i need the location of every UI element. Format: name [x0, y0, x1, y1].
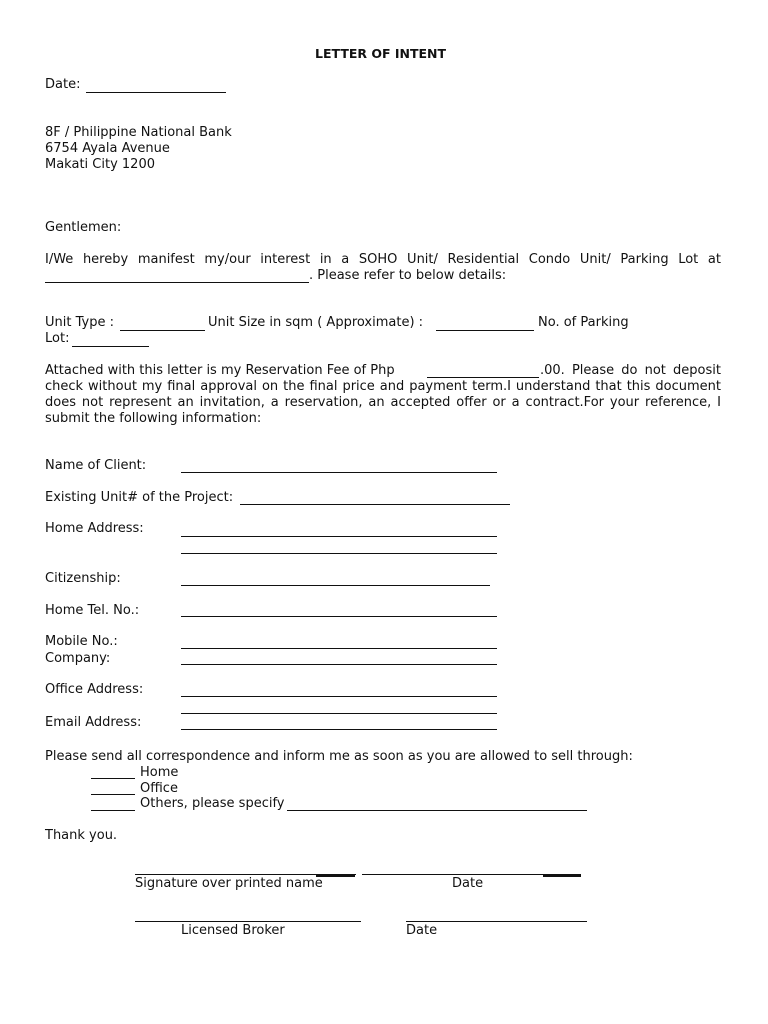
parking-lot-blank[interactable] — [72, 346, 149, 347]
existing-unit-field[interactable] — [240, 504, 510, 505]
company-field[interactable] — [181, 664, 497, 665]
home-tel-field[interactable] — [181, 616, 497, 617]
reservation-fee-blank[interactable] — [427, 377, 539, 378]
interest-paragraph-line-2: . Please refer to below details: — [309, 268, 507, 283]
correspondence-intro: Please send all correspondence and inform me as soon as you are allowed to sell through: — [45, 749, 633, 764]
citizenship-field[interactable] — [181, 585, 490, 586]
email-address-label: Email Address: — [45, 715, 142, 730]
existing-unit-label: Existing Unit# of the Project: — [45, 490, 234, 505]
option-office-checkline[interactable] — [91, 794, 135, 795]
date-label: Date: — [45, 77, 81, 92]
unit-size-label: Unit Size in sqm ( Approximate) : — [208, 315, 424, 330]
reservation-text-a: Attached with this letter is my Reservation Fee of Php — [45, 363, 395, 378]
option-others-checkline[interactable] — [91, 810, 135, 811]
project-name-blank[interactable] — [45, 282, 309, 283]
company-label: Company: — [45, 651, 111, 666]
licensed-broker-label: Licensed Broker — [181, 923, 285, 938]
date-blank[interactable] — [86, 92, 226, 93]
unit-type-blank[interactable] — [120, 330, 205, 331]
office-address-field-1[interactable] — [181, 696, 497, 697]
reservation-text-b: .00. Please do not deposit — [540, 363, 721, 378]
unit-size-blank[interactable] — [436, 330, 534, 331]
option-home-checkline[interactable] — [91, 778, 135, 779]
broker-signature-line[interactable] — [135, 921, 361, 922]
reservation-text-line-3: does not represent an invitation, a reservation, an accepted offer or a contract.For your reference, I — [45, 395, 721, 410]
office-address-field-2[interactable] — [181, 713, 497, 714]
parking-label: No. of Parking — [538, 315, 629, 330]
reservation-text-line-2: check without my final approval on the final price and payment term.I understand that this document — [45, 379, 721, 394]
signature-label: Signature over printed name — [135, 876, 323, 891]
interest-paragraph-line-1: I/We hereby manifest my/our interest in a SOHO Unit/ Residential Condo Unit/ Parking Lot at — [45, 252, 721, 267]
address-line-3: Makati City 1200 — [45, 157, 155, 172]
home-address-field-2[interactable] — [181, 553, 497, 554]
home-address-field-1[interactable] — [181, 536, 497, 537]
date-line-1-accent — [543, 875, 581, 877]
email-address-field[interactable] — [181, 729, 497, 730]
mobile-field[interactable] — [181, 648, 497, 649]
document-title: LETTER OF INTENT — [315, 46, 447, 61]
name-of-client-field[interactable] — [181, 472, 497, 473]
home-address-label: Home Address: — [45, 521, 144, 536]
reservation-text-line-4: submit the following information: — [45, 411, 262, 426]
office-address-label: Office Address: — [45, 682, 144, 697]
parking-lot-label: Lot: — [45, 331, 70, 346]
date-label-2: Date — [406, 923, 438, 938]
closing: Thank you. — [45, 828, 118, 843]
date-line-2[interactable] — [406, 921, 587, 922]
option-others-specify-field[interactable] — [287, 810, 587, 811]
salutation: Gentlemen: — [45, 220, 122, 235]
option-others-label: Others, please specify — [140, 796, 285, 811]
option-home-label: Home — [140, 765, 179, 780]
name-of-client-label: Name of Client: — [45, 458, 147, 473]
mobile-label: Mobile No.: — [45, 634, 118, 649]
address-line-1: 8F / Philippine National Bank — [45, 125, 232, 140]
address-line-2: 6754 Ayala Avenue — [45, 141, 170, 156]
option-office-label: Office — [140, 781, 178, 796]
citizenship-label: Citizenship: — [45, 571, 121, 586]
unit-type-label: Unit Type : — [45, 315, 114, 330]
date-label-1: Date — [452, 876, 484, 891]
home-tel-label: Home Tel. No.: — [45, 603, 140, 618]
